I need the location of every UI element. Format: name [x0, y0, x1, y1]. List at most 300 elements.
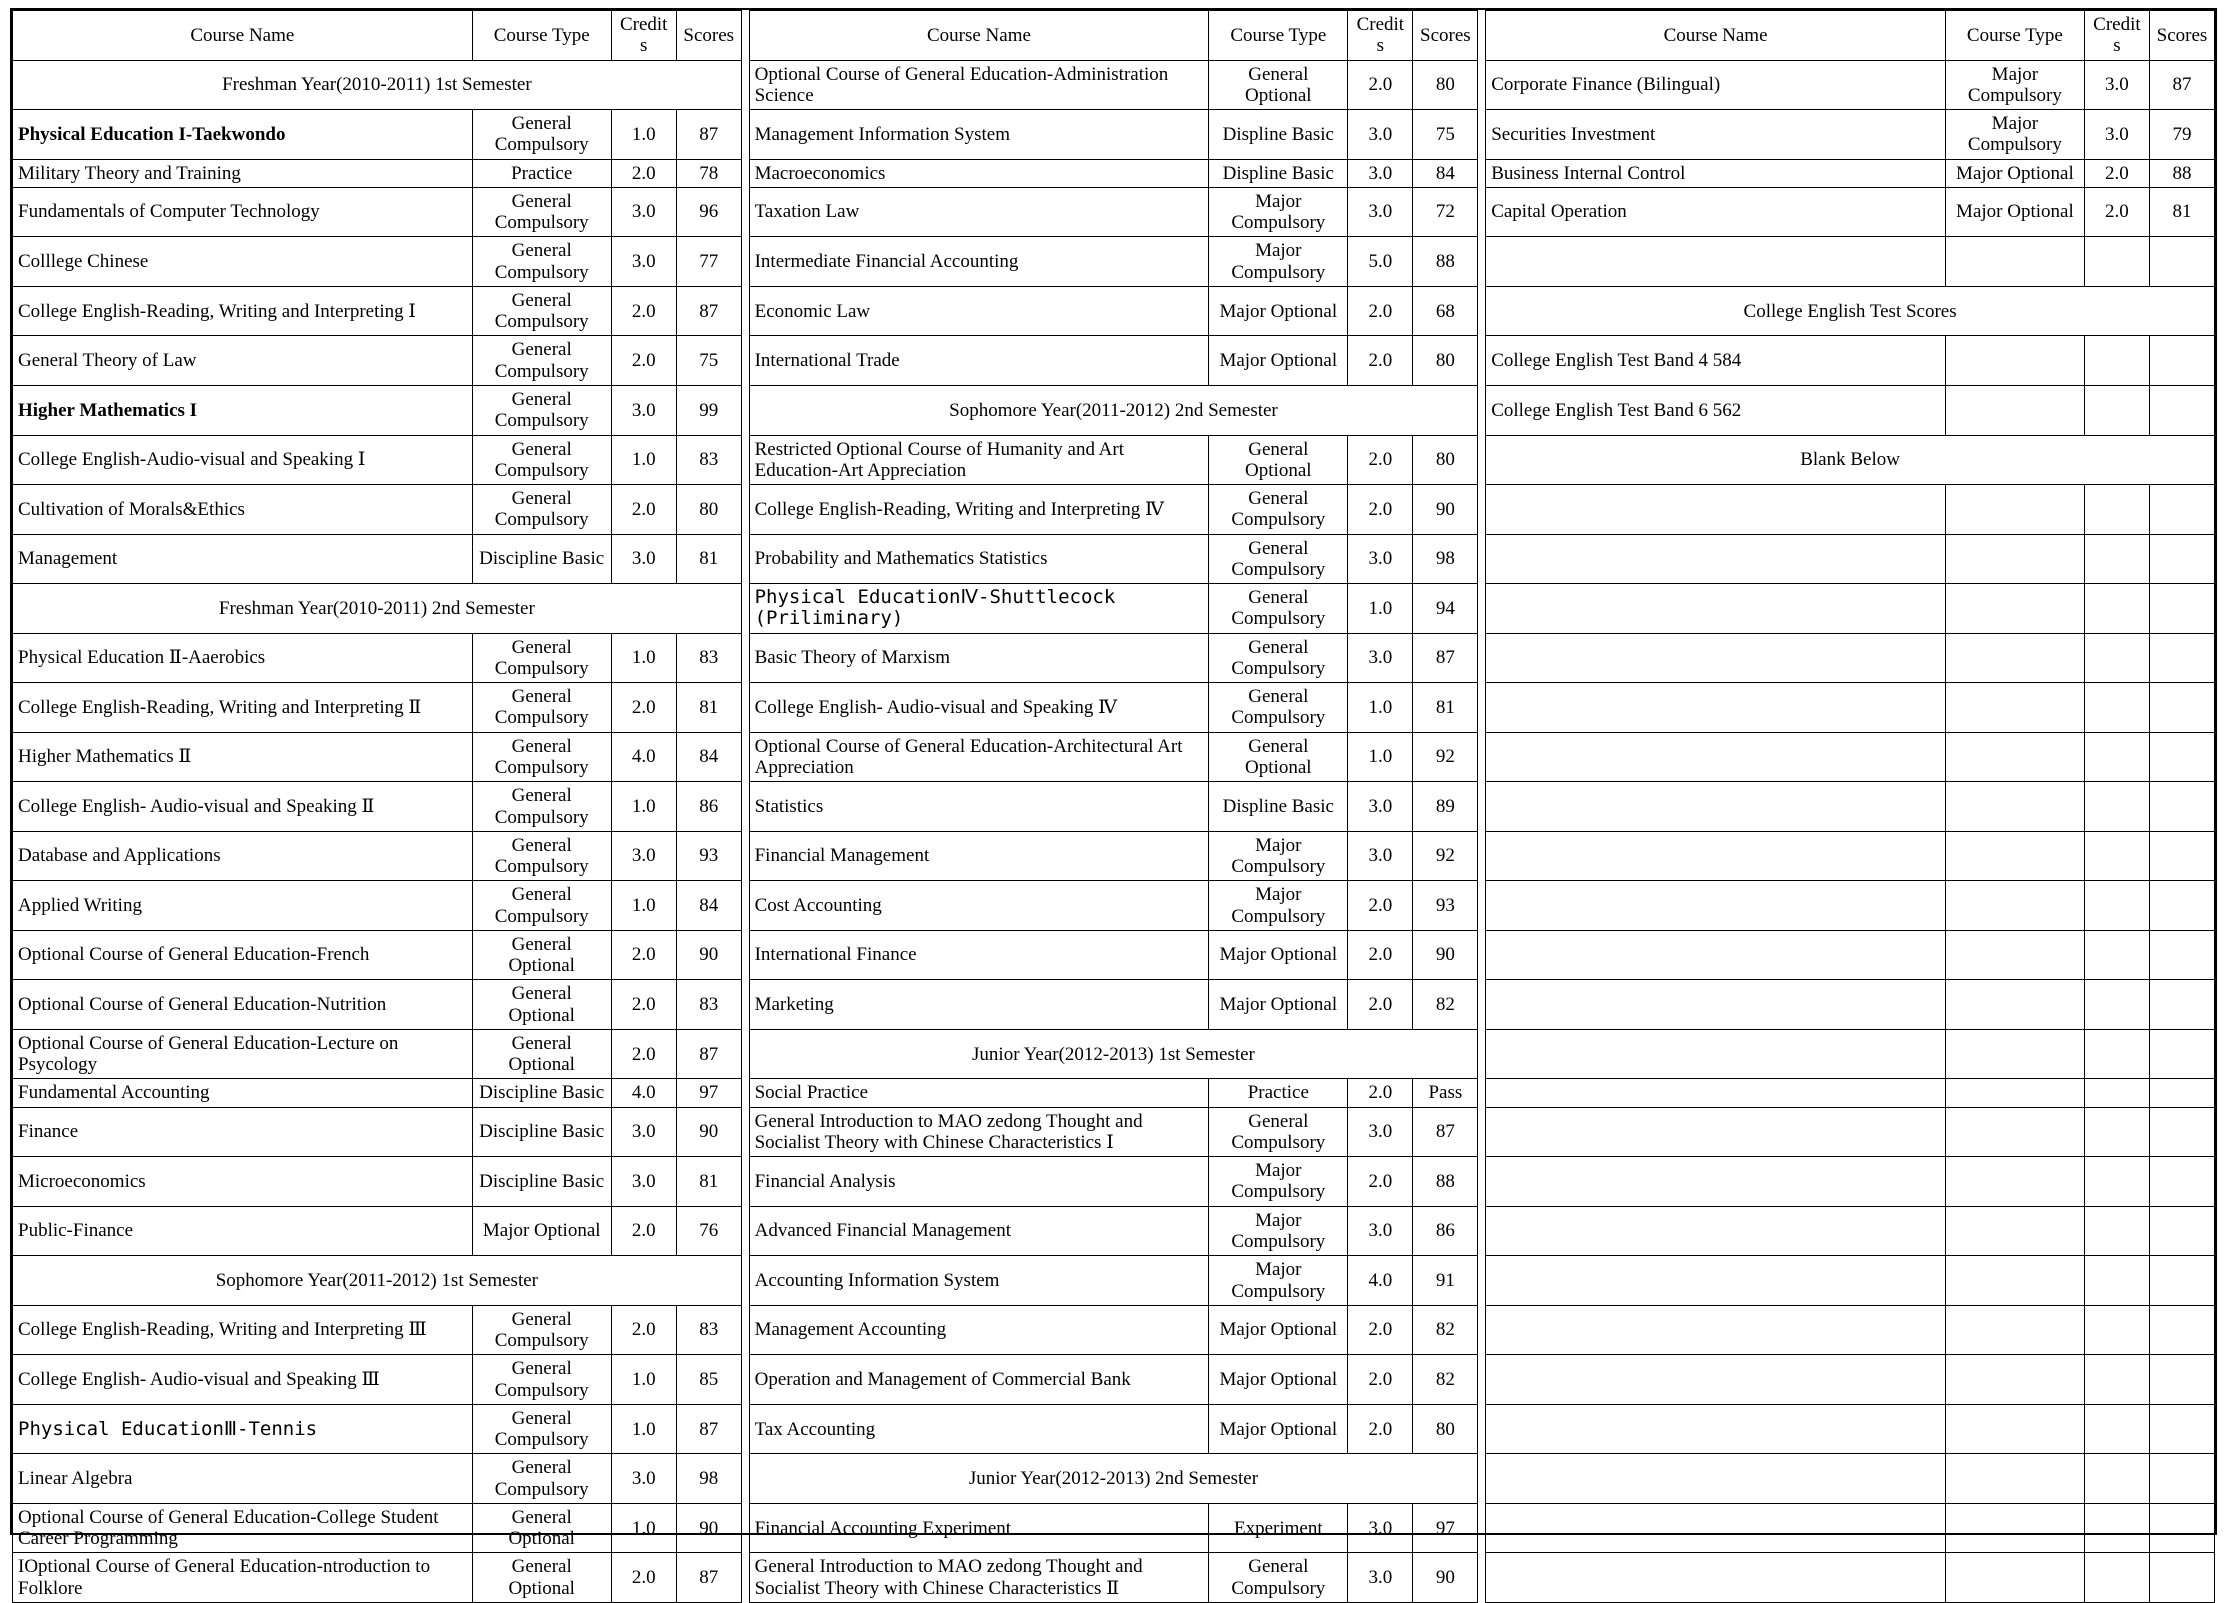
column-gap	[1478, 831, 1486, 881]
course-type-cell: Displine Basic	[1209, 159, 1348, 187]
empty-cell	[2084, 732, 2149, 782]
score-cell: 83	[676, 633, 741, 683]
column-gap	[741, 1404, 749, 1454]
empty-cell	[1945, 1256, 2084, 1306]
empty-cell	[2084, 980, 2149, 1030]
table-row	[13, 1305, 2215, 1355]
score-cell: 84	[1413, 159, 1478, 187]
course-type-cell: General Compulsory	[1209, 1553, 1348, 1603]
course-type-cell: General Compulsory	[472, 1305, 611, 1355]
table-row	[13, 159, 2215, 187]
column-gap	[741, 732, 749, 782]
empty-cell	[1486, 534, 1946, 584]
table-row	[13, 1029, 2215, 1079]
empty-cell	[2084, 1553, 2149, 1603]
empty-cell	[2149, 485, 2214, 535]
column-gap	[741, 930, 749, 980]
course-name-cell: Macroeconomics	[749, 159, 1209, 187]
score-cell: 80	[1413, 60, 1478, 110]
credits-cell: 1.0	[611, 1404, 676, 1454]
column-gap	[741, 1079, 749, 1107]
course-name-cell: Fundamental Accounting	[13, 1079, 473, 1107]
course-name-cell: Physical EducationⅣ-Shuttlecock (Priliminary)	[749, 584, 1209, 634]
column-gap	[1478, 286, 1486, 336]
column-gap	[1478, 60, 1486, 110]
column-gap	[1478, 1553, 1486, 1603]
empty-cell	[1945, 1553, 2084, 1603]
empty-cell	[2084, 534, 2149, 584]
empty-cell	[2149, 1355, 2214, 1405]
course-name-cell: International Finance	[749, 930, 1209, 980]
column-gap	[1478, 485, 1486, 535]
empty-cell	[1486, 1107, 1946, 1157]
course-type-cell: General Compulsory	[472, 110, 611, 160]
semester-section-header: Freshman Year(2010-2011) 1st Semester	[13, 60, 742, 110]
course-name-cell: Advanced Financial Management	[749, 1206, 1209, 1256]
credits-cell: 2.0	[611, 159, 676, 187]
score-cell: 72	[1413, 187, 1478, 237]
course-name-cell: Higher Mathematics Ⅱ	[13, 732, 473, 782]
empty-cell	[1486, 633, 1946, 683]
table-row	[13, 286, 2215, 336]
empty-cell	[1486, 1029, 1946, 1079]
course-name-cell: Physical Education Ⅱ-Aaerobics	[13, 633, 473, 683]
column-gap	[741, 1553, 749, 1603]
empty-cell	[1486, 881, 1946, 931]
table-row	[13, 1355, 2215, 1405]
course-name-cell: Business Internal Control	[1486, 159, 1946, 187]
score-cell: 90	[676, 930, 741, 980]
score-cell: 83	[676, 980, 741, 1030]
transcript-table	[12, 10, 2215, 1603]
table-row	[13, 782, 2215, 832]
course-name-cell: Management Information System	[749, 110, 1209, 160]
course-type-cell: Major Optional	[1209, 286, 1348, 336]
empty-cell	[2149, 237, 2214, 287]
course-type-cell: Discipline Basic	[472, 1157, 611, 1207]
score-cell: 88	[2149, 159, 2214, 187]
course-type-cell: General Compulsory	[472, 1404, 611, 1454]
credits-cell: 2.0	[611, 1206, 676, 1256]
empty-cell	[1486, 237, 1946, 287]
course-name-cell: Operation and Management of Commercial Bank	[749, 1355, 1209, 1405]
column-gap	[741, 11, 749, 61]
course-name-cell: Management Accounting	[749, 1305, 1209, 1355]
column-gap	[1478, 1454, 1486, 1504]
column-gap	[1478, 980, 1486, 1030]
table-row	[13, 1553, 2215, 1603]
header-course-type: Course Type	[1209, 11, 1348, 61]
credits-cell: 1.0	[611, 435, 676, 485]
column-gap	[741, 584, 749, 634]
header-scores: Scores	[2149, 11, 2214, 61]
credits-cell: 3.0	[611, 1157, 676, 1207]
course-name-cell: Probability and Mathematics Statistics	[749, 534, 1209, 584]
credits-cell: 2.0	[2084, 159, 2149, 187]
empty-cell	[2084, 930, 2149, 980]
credits-cell: 1.0	[1348, 732, 1413, 782]
score-cell: 82	[1413, 1305, 1478, 1355]
empty-cell	[1486, 980, 1946, 1030]
course-type-cell: Displine Basic	[1209, 782, 1348, 832]
semester-section-header: Sophomore Year(2011-2012) 1st Semester	[13, 1256, 742, 1306]
course-type-cell: Major Compulsory	[1209, 1157, 1348, 1207]
score-cell: 80	[676, 485, 741, 535]
empty-cell	[1486, 1157, 1946, 1207]
score-cell: 81	[676, 1157, 741, 1207]
empty-cell	[1945, 782, 2084, 832]
empty-cell	[2149, 1157, 2214, 1207]
empty-cell	[2084, 1355, 2149, 1405]
credits-cell: 3.0	[611, 1454, 676, 1504]
column-gap	[741, 237, 749, 287]
course-type-cell: General Optional	[472, 980, 611, 1030]
score-cell: 87	[2149, 60, 2214, 110]
course-type-cell: Major Compulsory	[1209, 187, 1348, 237]
empty-cell	[2149, 1404, 2214, 1454]
empty-cell	[2084, 881, 2149, 931]
course-name-cell: Linear Algebra	[13, 1454, 473, 1504]
course-name-cell: General Theory of Law	[13, 336, 473, 386]
course-type-cell: General Optional	[472, 1029, 611, 1079]
table-row	[13, 1503, 2215, 1553]
empty-cell	[1945, 1206, 2084, 1256]
score-cell	[2149, 336, 2214, 386]
score-cell: 93	[676, 831, 741, 881]
empty-cell	[1486, 930, 1946, 980]
column-gap	[741, 534, 749, 584]
empty-cell	[2149, 732, 2214, 782]
credits-cell: 2.0	[1348, 1355, 1413, 1405]
empty-cell	[2084, 1079, 2149, 1107]
header-course-type: Course Type	[1945, 11, 2084, 61]
empty-cell	[2084, 237, 2149, 287]
credits-cell: 2.0	[1348, 485, 1413, 535]
course-name-cell: Optional Course of General Education-French	[13, 930, 473, 980]
empty-cell	[2084, 831, 2149, 881]
credits-cell: 3.0	[1348, 1206, 1413, 1256]
semester-section-header: Junior Year(2012-2013) 1st Semester	[749, 1029, 1478, 1079]
course-name-cell: Accounting Information System	[749, 1256, 1209, 1306]
empty-cell	[2149, 633, 2214, 683]
table-row	[13, 534, 2215, 584]
column-gap	[741, 1206, 749, 1256]
empty-cell	[2149, 1079, 2214, 1107]
empty-cell	[2149, 584, 2214, 634]
score-cell: 75	[676, 336, 741, 386]
semester-section-header: College English Test Scores	[1486, 286, 2215, 336]
course-name-cell: Corporate Finance (Bilingual)	[1486, 60, 1946, 110]
column-gap	[1478, 237, 1486, 287]
empty-cell	[1945, 633, 2084, 683]
score-cell: 85	[676, 1355, 741, 1405]
header-course-name: Course Name	[13, 11, 473, 61]
score-cell: 81	[676, 534, 741, 584]
column-gap	[1478, 534, 1486, 584]
credits-cell: 1.0	[611, 633, 676, 683]
score-cell: 80	[1413, 435, 1478, 485]
empty-cell	[1945, 237, 2084, 287]
table-row	[13, 336, 2215, 386]
empty-cell	[2084, 633, 2149, 683]
credits-cell: 1.0	[1348, 584, 1413, 634]
credits-cell: 3.0	[611, 831, 676, 881]
course-type-cell: Displine Basic	[1209, 110, 1348, 160]
score-cell: 90	[676, 1503, 741, 1553]
credits-cell: 3.0	[1348, 1553, 1413, 1603]
header-course-name: Course Name	[1486, 11, 1946, 61]
course-name-cell: College English-Reading, Writing and Interpreting Ⅰ	[13, 286, 473, 336]
course-name-cell: Social Practice	[749, 1079, 1209, 1107]
course-name-cell: Microeconomics	[13, 1157, 473, 1207]
course-type-cell: General Compulsory	[1209, 633, 1348, 683]
course-name-cell: Colllege Chinese	[13, 237, 473, 287]
empty-cell	[1486, 1305, 1946, 1355]
course-type-cell: General Compulsory	[472, 237, 611, 287]
column-gap	[1478, 1256, 1486, 1306]
empty-cell	[2149, 1206, 2214, 1256]
credits-cell: 2.0	[1348, 1305, 1413, 1355]
course-type-cell: General Optional	[1209, 732, 1348, 782]
course-name-cell: College English Test Band 6 562	[1486, 385, 1946, 435]
empty-cell	[2149, 683, 2214, 733]
credits-cell: 1.0	[1348, 683, 1413, 733]
table-row	[13, 980, 2215, 1030]
empty-cell	[2149, 1107, 2214, 1157]
column-gap	[1478, 1355, 1486, 1405]
course-type-cell: General Compulsory	[472, 485, 611, 535]
column-gap	[1478, 881, 1486, 931]
column-gap	[741, 683, 749, 733]
empty-cell	[2149, 1256, 2214, 1306]
course-type-cell: General Compulsory	[472, 1355, 611, 1405]
credits-cell: 3.0	[1348, 633, 1413, 683]
empty-cell	[1945, 1355, 2084, 1405]
column-gap	[1478, 336, 1486, 386]
score-cell: 99	[676, 385, 741, 435]
credits-cell: 3.0	[2084, 60, 2149, 110]
course-type-cell: Major Optional	[1209, 1404, 1348, 1454]
empty-cell	[2084, 1107, 2149, 1157]
course-name-cell: College English Test Band 4 584	[1486, 336, 1946, 386]
course-type-cell: General Compulsory	[472, 683, 611, 733]
table-row	[13, 1256, 2215, 1306]
column-gap	[741, 385, 749, 435]
credits-cell: 3.0	[1348, 1503, 1413, 1553]
empty-cell	[2084, 1404, 2149, 1454]
credits-cell: 2.0	[1348, 930, 1413, 980]
empty-cell	[1945, 1157, 2084, 1207]
semester-section-header: Freshman Year(2010-2011) 2nd Semester	[13, 584, 742, 634]
score-cell: 90	[1413, 485, 1478, 535]
score-cell: Pass	[1413, 1079, 1478, 1107]
course-type-cell: General Compulsory	[1209, 485, 1348, 535]
credits-cell: 2.0	[1348, 1079, 1413, 1107]
course-name-cell: Financial Accounting Experiment	[749, 1503, 1209, 1553]
course-name-cell: Public-Finance	[13, 1206, 473, 1256]
empty-cell	[2084, 1256, 2149, 1306]
score-cell: 84	[676, 732, 741, 782]
credits-cell: 3.0	[1348, 187, 1413, 237]
course-type-cell: Discipline Basic	[472, 1079, 611, 1107]
column-gap	[741, 159, 749, 187]
course-name-cell: Cultivation of Morals&Ethics	[13, 485, 473, 535]
column-gap	[1478, 633, 1486, 683]
score-cell: 94	[1413, 584, 1478, 634]
empty-cell	[1486, 1404, 1946, 1454]
course-name-cell: Financial Analysis	[749, 1157, 1209, 1207]
course-type-cell: General Compulsory	[472, 831, 611, 881]
course-name-cell: IOptional Course of General Education-ntroduction to Folklore	[13, 1553, 473, 1603]
score-cell: 90	[1413, 1553, 1478, 1603]
empty-cell	[1945, 1107, 2084, 1157]
score-cell: 96	[676, 187, 741, 237]
column-gap	[741, 336, 749, 386]
course-type-cell: Major Optional	[1945, 159, 2084, 187]
credits-cell: 3.0	[1348, 782, 1413, 832]
credits-cell	[2084, 336, 2149, 386]
course-name-cell: Optional Course of General Education-Architectural Art Appreciation	[749, 732, 1209, 782]
credits-cell: 2.0	[1348, 435, 1413, 485]
course-type-cell: General Compulsory	[472, 1454, 611, 1504]
course-name-cell: College English-Reading, Writing and Interpreting Ⅲ	[13, 1305, 473, 1355]
empty-cell	[2084, 1029, 2149, 1079]
table-row	[13, 683, 2215, 733]
empty-cell	[2149, 1305, 2214, 1355]
column-gap	[741, 1355, 749, 1405]
score-cell: 93	[1413, 881, 1478, 931]
course-type-cell: Practice	[1209, 1079, 1348, 1107]
course-type-cell: Major Optional	[472, 1206, 611, 1256]
credits-cell: 2.0	[611, 1305, 676, 1355]
credits-cell: 2.0	[1348, 1157, 1413, 1207]
credits-cell: 3.0	[611, 534, 676, 584]
empty-cell	[1945, 980, 2084, 1030]
empty-cell	[2084, 1157, 2149, 1207]
credits-cell: 2.0	[1348, 286, 1413, 336]
empty-cell	[1486, 1553, 1946, 1603]
column-gap	[741, 831, 749, 881]
credits-cell: 3.0	[2084, 110, 2149, 160]
table-row	[13, 237, 2215, 287]
score-cell: 87	[1413, 633, 1478, 683]
column-gap	[741, 286, 749, 336]
course-type-cell: Major Compulsory	[1209, 1256, 1348, 1306]
course-type-cell: Discipline Basic	[472, 1107, 611, 1157]
empty-cell	[1486, 1503, 1946, 1553]
empty-cell	[1945, 732, 2084, 782]
empty-cell	[1945, 1503, 2084, 1553]
empty-cell	[2149, 980, 2214, 1030]
table-row	[13, 633, 2215, 683]
course-name-cell: College English-Reading, Writing and Interpreting Ⅱ	[13, 683, 473, 733]
column-gap	[741, 1107, 749, 1157]
empty-cell	[1486, 1256, 1946, 1306]
score-cell: 92	[1413, 732, 1478, 782]
empty-cell	[1945, 534, 2084, 584]
course-name-cell: Optional Course of General Education-Nutrition	[13, 980, 473, 1030]
column-gap	[1478, 110, 1486, 160]
empty-cell	[2149, 534, 2214, 584]
table-row	[13, 732, 2215, 782]
course-type-cell: General Compulsory	[1209, 584, 1348, 634]
score-cell: 82	[1413, 980, 1478, 1030]
course-name-cell: Applied Writing	[13, 881, 473, 931]
column-gap	[1478, 1206, 1486, 1256]
score-cell: 83	[676, 435, 741, 485]
column-gap	[1478, 683, 1486, 733]
column-gap	[1478, 435, 1486, 485]
empty-cell	[2149, 831, 2214, 881]
score-cell: 87	[676, 1029, 741, 1079]
course-type-cell: General Optional	[1209, 60, 1348, 110]
column-gap	[1478, 187, 1486, 237]
empty-cell	[1945, 1079, 2084, 1107]
column-gap	[741, 633, 749, 683]
credits-cell: 2.0	[611, 286, 676, 336]
course-type-cell: Major Compulsory	[1945, 60, 2084, 110]
credits-cell: 4.0	[611, 1079, 676, 1107]
empty-cell	[1486, 831, 1946, 881]
empty-cell	[2084, 782, 2149, 832]
table-row	[13, 1079, 2215, 1107]
course-type-cell	[1945, 385, 2084, 435]
course-type-cell: Major Compulsory	[1209, 237, 1348, 287]
credits-cell: 2.0	[2084, 187, 2149, 237]
transcript-outer-border	[10, 8, 2217, 1599]
course-type-cell: Major Optional	[1209, 1355, 1348, 1405]
semester-section-header: Junior Year(2012-2013) 2nd Semester	[749, 1454, 1478, 1504]
course-name-cell: Management	[13, 534, 473, 584]
score-cell: 97	[676, 1079, 741, 1107]
course-type-cell: Major Compulsory	[1945, 110, 2084, 160]
credits-cell: 1.0	[611, 1355, 676, 1405]
header-course-type: Course Type	[472, 11, 611, 61]
table-row	[13, 930, 2215, 980]
column-gap	[741, 1503, 749, 1553]
empty-cell	[1486, 683, 1946, 733]
course-type-cell: Major Compulsory	[1209, 881, 1348, 931]
empty-cell	[2149, 1029, 2214, 1079]
credits-cell: 5.0	[1348, 237, 1413, 287]
credits-cell: 2.0	[1348, 881, 1413, 931]
score-cell: 88	[1413, 1157, 1478, 1207]
header-scores: Scores	[1413, 11, 1478, 61]
credits-cell: 3.0	[1348, 1107, 1413, 1157]
score-cell: 75	[1413, 110, 1478, 160]
empty-cell	[1486, 1079, 1946, 1107]
score-cell: 88	[1413, 237, 1478, 287]
column-gap	[1478, 732, 1486, 782]
table-row	[13, 1157, 2215, 1207]
score-cell: 98	[676, 1454, 741, 1504]
credits-cell: 2.0	[611, 683, 676, 733]
score-cell: 80	[1413, 1404, 1478, 1454]
column-gap	[1478, 1107, 1486, 1157]
empty-cell	[2149, 1454, 2214, 1504]
course-name-cell: College English- Audio-visual and Speaking Ⅲ	[13, 1355, 473, 1405]
empty-cell	[1945, 1454, 2084, 1504]
semester-section-header: Sophomore Year(2011-2012) 2nd Semester	[749, 385, 1478, 435]
empty-cell	[1486, 732, 1946, 782]
empty-cell	[1945, 683, 2084, 733]
credits-cell: 3.0	[1348, 110, 1413, 160]
score-cell: 79	[2149, 110, 2214, 160]
course-type-cell: Major Optional	[1209, 336, 1348, 386]
credits-cell: 3.0	[1348, 159, 1413, 187]
score-cell: 86	[676, 782, 741, 832]
score-cell: 89	[1413, 782, 1478, 832]
